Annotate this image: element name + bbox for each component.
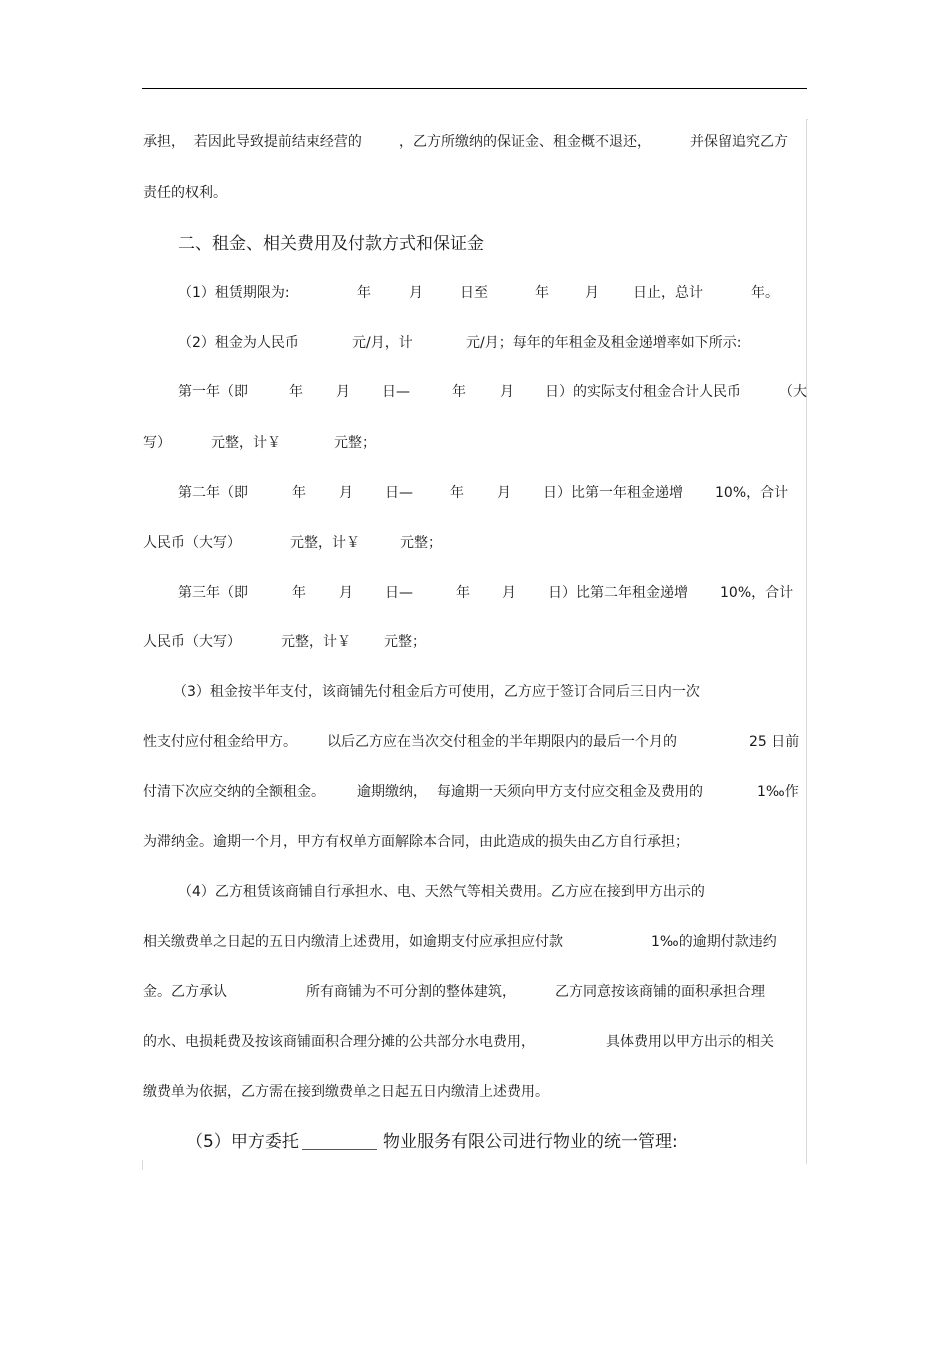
clause-text: 乙方同意按该商铺的面积承担合理 [555,984,765,1000]
clause-text: 25 日前 [749,734,800,750]
clause-text: 1‰作 [757,784,799,800]
date-year: 年 [292,585,306,601]
date-month: 月 [409,285,423,301]
clause-5-label: （5）甲方委托 [186,1132,299,1152]
clause-text: 日）比第二年租金递增 [548,585,688,601]
section-heading: 二、租金、相关费用及付款方式和保证金 [178,234,484,254]
clause-text: 日）比第一年租金递增 [543,485,683,501]
year-two-label: 第二年（即 [178,485,248,501]
clause-text: 以后乙方应在当次交付租金的半年期限内的最后一个月的 [327,734,677,750]
date-year: 年 [289,384,303,400]
term-years: 年。 [751,285,779,301]
clause-text: 逾期缴纳， [357,784,427,800]
date-month: 月 [502,585,516,601]
amount-text: 元整，计￥ [290,535,360,551]
date-year: 年 [535,285,549,301]
date-day: 日— [382,384,410,400]
amount-text: 元整； [334,435,376,451]
clause-4: （4）乙方租赁该商铺自行承担水、电、天然气等相关费用。乙方应在接到甲方出示的 [178,884,705,900]
frame-right-edge [806,119,807,1164]
date-year: 年 [292,485,306,501]
clause-text: 每逾期一天须向甲方支付应交租金及费用的 [437,784,703,800]
amount-text: 元整，计￥ [211,435,281,451]
date-day-end: 日止，总计 [633,285,703,301]
clause-text: 承担， 若因此导致提前结束经营的 [143,134,362,150]
clause-text: 所有商铺为不可分割的整体建筑， [306,984,516,1000]
clause-text: 责任的权利。 [143,185,227,201]
rent-desc: 元/月；每年的年租金及租金递增率如下所示: [466,335,742,351]
frame-left-edge [142,1160,143,1170]
date-month: 月 [585,285,599,301]
date-year: 年 [357,285,371,301]
clause-text: 1‰的逾期付款违约 [651,934,777,950]
clause-text: 缴费单为依据，乙方需在接到缴费单之日起五日内缴清上述费用。 [143,1084,549,1100]
clause-text: 付清下次应交纳的全额租金。 [143,784,325,800]
clause-text: （大 [779,384,807,400]
date-day: 日— [385,485,413,501]
clause-text: 日）的实际支付租金合计人民币 [545,384,741,400]
clause-3: （3）租金按半年支付，该商铺先付租金后方可使用，乙方应于签订合同后三日内一次 [173,684,700,700]
amount-text: 元整，计￥ [281,634,351,650]
year-three-label: 第三年（即 [178,585,248,601]
clause-text: 的水、电损耗费及按该商铺面积合理分摊的公共部分水电费用， [143,1034,535,1050]
date-month: 月 [339,585,353,601]
clause-text: 人民币（大写） [143,634,241,650]
clause-text: 并保留追究乙方 [690,134,788,150]
rent-unit: 元/月，计 [352,335,413,351]
clause-text: 相关缴费单之日起的五日内缴清上述费用，如逾期支付应承担应付款 [143,934,563,950]
date-year: 年 [450,485,464,501]
clause-text: 10%，合计 [715,485,789,501]
amount-text: 元整； [384,634,426,650]
year-one-label: 第一年（即 [178,384,248,400]
blank-underline [302,1149,377,1150]
clause-text: 具体费用以甲方出示的相关 [606,1034,774,1050]
date-day-to: 日至 [460,285,488,301]
clause-text: ，乙方所缴纳的保证金、租金概不退还， [399,134,651,150]
date-month: 月 [339,485,353,501]
clause-text: 10%，合计 [720,585,794,601]
clause-text: 人民币（大写） [143,535,241,551]
clause-text: 性支付应付租金给甲方。 [143,734,297,750]
amount-text: 元整； [400,535,442,551]
clause-text: 金。乙方承认 [143,984,227,1000]
header-rule [142,88,807,89]
date-year: 年 [452,384,466,400]
date-month: 月 [497,485,511,501]
clause-text: 为滞纳金。逾期一个月，甲方有权单方面解除本合同，由此造成的损失由乙方自行承担； [143,834,689,850]
date-month: 月 [336,384,350,400]
rent-label: （2）租金为人民币 [178,335,299,351]
date-year: 年 [456,585,470,601]
clause-5-text: 物业服务有限公司进行物业的统一管理: [383,1132,678,1152]
clause-text: 写） [143,435,171,451]
date-month: 月 [500,384,514,400]
date-day: 日— [385,585,413,601]
term-label: （1）租赁期限为: [178,285,290,301]
